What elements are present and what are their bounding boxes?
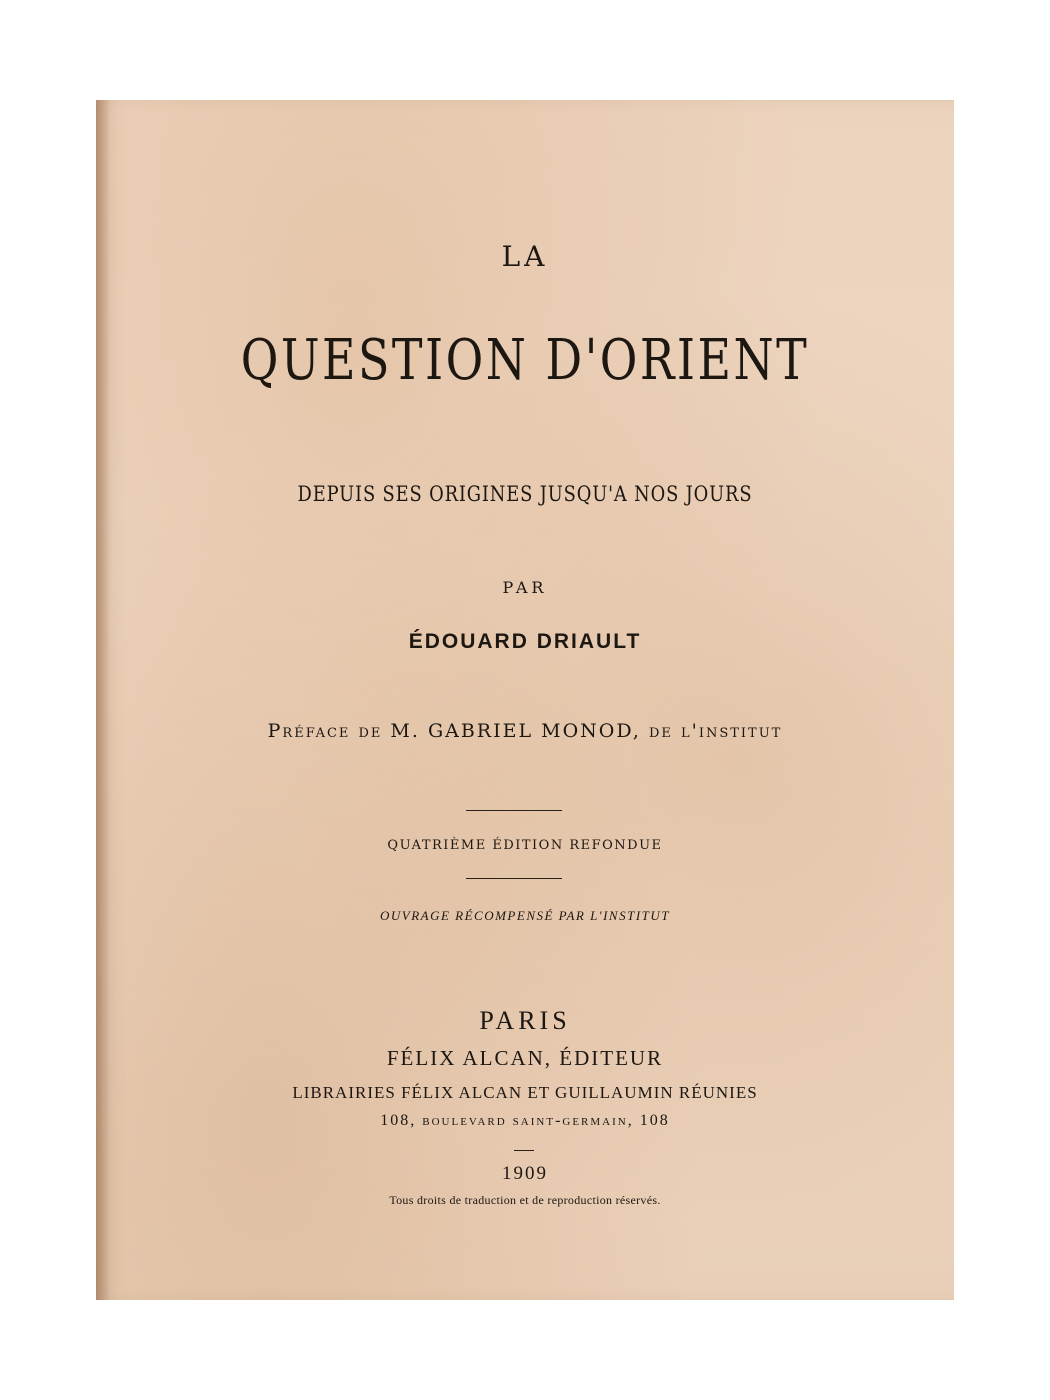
- divider-rule-bottom: [466, 878, 562, 879]
- libraries-line: LIBRAIRIES FÉLIX ALCAN ET GUILLAUMIN RÉUNIES: [292, 1083, 758, 1102]
- award-note: OUVRAGE RÉCOMPENSÉ PAR L'INSTITUT: [379, 908, 670, 923]
- preface-credit: Préface de M. GABRIEL MONOD, de l'institut: [267, 720, 783, 742]
- rights-notice: Tous droits de traduction et de reproduction réservés.: [389, 1193, 661, 1207]
- publisher-name: FÉLIX ALCAN, ÉDITEUR: [386, 1046, 664, 1070]
- publication-city: PARIS: [479, 1006, 571, 1035]
- divider-rule-top: [466, 810, 562, 811]
- publisher-address: 108, boulevard saint-germain, 108: [380, 1112, 670, 1129]
- book-subtitle: DEPUIS SES ORIGINES JUSQU'A NOS JOURS: [297, 482, 753, 506]
- publication-year: 1909: [502, 1163, 548, 1184]
- author-name: ÉDOUARD DRIAULT: [408, 630, 642, 653]
- edition-note: QUATRIÈME ÉDITION REFONDUE: [387, 838, 663, 853]
- by-label: PAR: [502, 578, 548, 597]
- book-title-page: [96, 100, 954, 1300]
- year-dash: [514, 1150, 534, 1151]
- book-title: QUESTION D'ORIENT: [240, 328, 810, 393]
- title-article: LA: [501, 240, 549, 273]
